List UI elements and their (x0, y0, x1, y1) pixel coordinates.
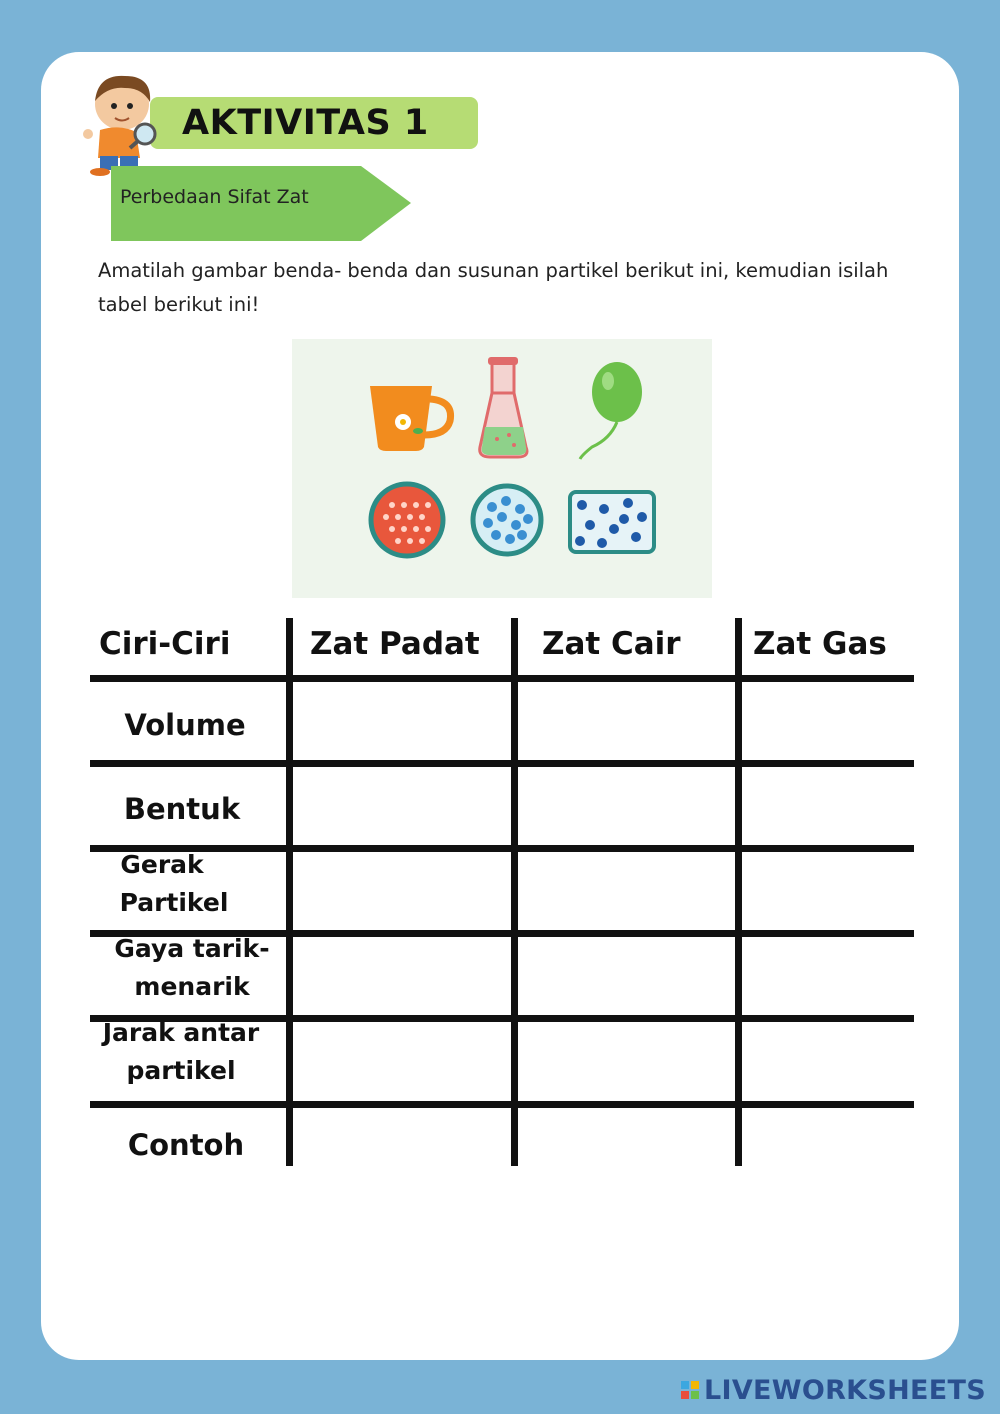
row-label-contoh: Contoh (127, 1128, 245, 1162)
answer-cell-jarak-gas[interactable] (744, 1024, 912, 1099)
activity-title: AKTIVITAS 1 (182, 103, 429, 143)
table-rule (90, 675, 914, 682)
answer-cell-gerak-cair[interactable] (520, 854, 733, 928)
answer-cell-gerak-gas[interactable] (744, 854, 912, 928)
answer-cell-gaya-gas[interactable] (744, 939, 912, 1013)
liquid-particles-icon (473, 486, 541, 554)
answer-cell-volume-padat[interactable] (295, 684, 509, 758)
activity-subtitle: Perbedaan Sifat Zat (120, 186, 309, 208)
liveworksheets-brand: LIVEWORKSHEETS (703, 1374, 986, 1406)
table-rule (90, 1101, 914, 1108)
answer-cell-contoh-gas[interactable] (744, 1110, 912, 1166)
row-label-jarak-antar-partikel: Jarak antar partikel (102, 1018, 260, 1085)
solid-particles-icon (371, 484, 443, 556)
answer-cell-jarak-cair[interactable] (520, 1024, 733, 1099)
header-zat-cair: Zat Cair (542, 626, 681, 662)
row-label-gerak-partikel: Gerak Partikel (119, 850, 229, 917)
answer-cell-gaya-cair[interactable] (520, 939, 733, 1013)
instruction-text: Amatilah gambar benda- benda dan susunan partikel berikut ini, kemudian isilah tabel berikut ini! (98, 259, 889, 316)
row-label-gaya-tarik-menarik: Gaya tarik- menarik (114, 934, 270, 1001)
table-column-divider (511, 618, 518, 1166)
answer-cell-volume-cair[interactable] (520, 684, 733, 758)
table-column-divider (286, 618, 293, 1166)
kid-magnifier-illustration (70, 66, 170, 178)
header-zat-padat: Zat Padat (310, 626, 480, 662)
table-column-divider (735, 618, 742, 1166)
states-of-matter-illustration (292, 339, 712, 598)
answer-cell-bentuk-gas[interactable] (744, 769, 912, 843)
answer-cell-bentuk-cair[interactable] (520, 769, 733, 843)
table-rule (90, 760, 914, 767)
answer-cell-contoh-cair[interactable] (520, 1110, 733, 1166)
answer-cell-gerak-padat[interactable] (295, 854, 509, 928)
answer-cell-bentuk-padat[interactable] (295, 769, 509, 843)
liveworksheets-logo-icon (681, 1381, 699, 1399)
row-label-volume: Volume (124, 708, 246, 742)
answer-cell-jarak-padat[interactable] (295, 1024, 509, 1099)
answer-cell-contoh-padat[interactable] (295, 1110, 509, 1166)
answer-cell-gaya-padat[interactable] (295, 939, 509, 1013)
answer-cell-volume-gas[interactable] (744, 684, 912, 758)
header-ciri-ciri: Ciri-Ciri (99, 626, 231, 662)
liveworksheets-logo[interactable] (681, 1374, 986, 1406)
header-zat-gas: Zat Gas (753, 626, 887, 662)
gas-particles-icon (570, 492, 654, 552)
row-label-bentuk: Bentuk (123, 792, 241, 826)
